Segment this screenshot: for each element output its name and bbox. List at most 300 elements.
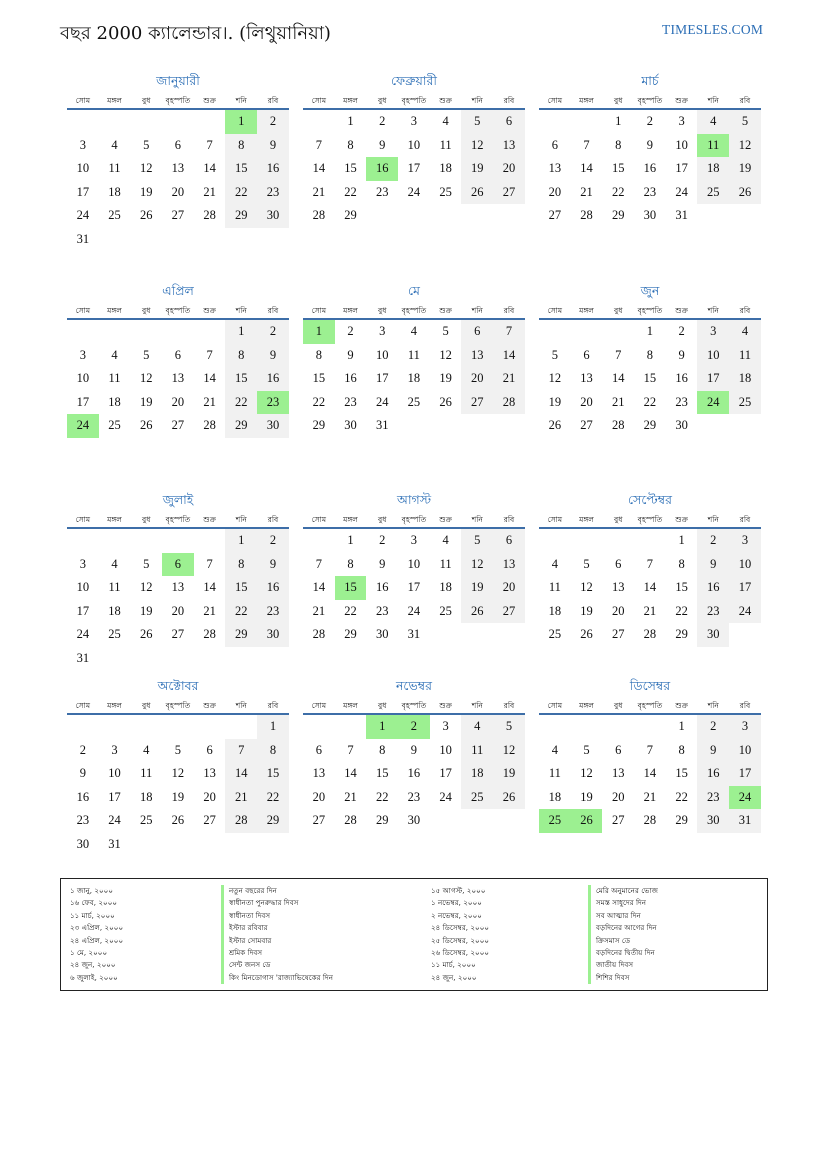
empty-cell [162, 647, 194, 671]
week-row [303, 110, 525, 134]
week-row [67, 833, 289, 857]
week-row [303, 391, 525, 415]
day-cell: 18 [439, 161, 452, 175]
day-cell: 9 [379, 556, 386, 571]
weekday-label: শনি [707, 306, 719, 315]
empty-cell [162, 320, 194, 344]
day-cell: 9 [646, 137, 654, 152]
weekday-label: শুক্র [203, 701, 216, 710]
weekday-label: বৃহস্পতি [165, 701, 191, 710]
day-cell: 16 [257, 367, 289, 391]
day-cell: 1 [225, 320, 257, 344]
weekday-label: বৃহস্পতি [401, 515, 427, 524]
day-cell: 2 [257, 320, 289, 344]
holiday-name: বড়দিনের আগের দিন [588, 922, 763, 934]
empty-cell [257, 228, 289, 252]
day-cell: 8 [257, 739, 289, 763]
day-cell: 22 [312, 394, 326, 409]
day-cell: 21 [203, 603, 216, 618]
weekday-header [303, 94, 525, 110]
day-cell: 16 [407, 766, 421, 780]
day-cell: 14 [580, 161, 593, 175]
day-cell: 8 [315, 347, 322, 362]
day-cell: 27 [493, 181, 525, 205]
holiday-name: মেরি অনুমানের ভোজ [588, 885, 763, 897]
day-cell: 30 [643, 208, 657, 222]
empty-cell [225, 715, 257, 739]
day-cell: 13 [171, 580, 185, 594]
day-cell: 27 [611, 813, 625, 827]
holiday-date: ১৫ আগস্ট, ২০০০ [431, 886, 486, 895]
day-cell: 13 [548, 161, 562, 175]
weekday-label: শুক্র [439, 96, 452, 105]
day-cell: 20 [580, 394, 593, 409]
day-cell: 29 [225, 623, 257, 647]
day-cell: 23 [257, 181, 289, 205]
weekday-label: রবি [739, 515, 751, 524]
day-cell: 3 [729, 715, 761, 739]
day-cell: 15 [257, 762, 289, 786]
day-cell: 27 [171, 208, 185, 222]
weekday-label: সোম [547, 515, 563, 524]
empty-cell [729, 414, 761, 438]
day-cell: 13 [580, 371, 593, 385]
day-cell: 7 [615, 347, 622, 362]
holiday-date: ২৪ জুন, ২০০০ [70, 960, 116, 970]
day-cell: 11 [108, 580, 121, 594]
day-cell: 17 [76, 184, 90, 199]
empty-cell [729, 204, 761, 228]
brand-link[interactable]: TIMESLES.COM [662, 22, 764, 37]
week-row [539, 344, 761, 368]
holiday-name: শ্রমিক দিবস [221, 947, 411, 959]
day-cell: 25 [407, 394, 421, 409]
empty-cell [130, 715, 162, 739]
week-row [67, 809, 289, 833]
day-cell: 10 [76, 161, 90, 175]
weekday-label: বুধ [378, 306, 387, 315]
weekday-label: সোম [311, 96, 327, 105]
day-cell: 25 [108, 208, 121, 222]
day-grid [67, 529, 289, 670]
empty-cell [634, 529, 666, 553]
holiday-name: ইস্টার সোমবার [221, 935, 411, 947]
day-cell: 14 [493, 344, 525, 368]
day-cell: 6 [493, 529, 525, 553]
day-cell: 4 [143, 742, 150, 757]
day-cell: 17 [675, 161, 688, 175]
day-cell: 12 [439, 347, 452, 362]
day-cell: 1 [678, 533, 685, 547]
day-cell: 17 [697, 367, 729, 391]
day-cell: 2 [697, 715, 729, 739]
weekday-label: সোম [311, 515, 327, 524]
day-cell: 18 [439, 580, 452, 594]
day-grid [303, 320, 525, 438]
empty-cell [493, 414, 525, 438]
day-cell: 24 [108, 813, 121, 827]
day-cell: 29 [225, 204, 257, 228]
empty-cell [571, 715, 603, 739]
day-cell: 21 [312, 603, 326, 618]
day-cell: 6 [493, 110, 525, 134]
week-row [67, 204, 289, 228]
day-cell: 24 [729, 600, 761, 624]
day-cell: 12 [493, 739, 525, 763]
day-cell: 20 [461, 367, 493, 391]
day-cell: 21 [493, 367, 525, 391]
day-cell: 11 [108, 161, 121, 175]
day-cell: 13 [171, 161, 185, 175]
week-row [303, 414, 525, 438]
empty-cell [130, 647, 162, 671]
day-cell: 6 [315, 742, 322, 757]
day-cell: 25 [439, 603, 452, 618]
day-cell: 17 [76, 603, 90, 618]
day-cell: 27 [312, 813, 326, 827]
empty-cell [194, 647, 226, 671]
day-cell: 12 [729, 134, 761, 158]
holiday-day-cell: 15 [335, 576, 367, 600]
day-cell: 24 [675, 184, 688, 199]
day-cell: 12 [461, 553, 493, 577]
day-cell: 10 [76, 371, 90, 385]
day-cell: 15 [611, 161, 625, 175]
day-cell: 22 [257, 786, 289, 810]
day-cell: 30 [375, 627, 389, 641]
weekday-header [539, 513, 761, 529]
day-cell: 22 [344, 184, 357, 199]
empty-cell [99, 715, 131, 739]
weekday-label: বৃহস্পতি [637, 515, 663, 524]
day-cell: 6 [615, 742, 622, 757]
week-row [303, 157, 525, 181]
holiday-day-cell: 6 [162, 553, 194, 577]
empty-cell [461, 414, 493, 438]
day-cell: 16 [697, 576, 729, 600]
day-cell: 3 [79, 347, 86, 362]
weekday-label: মঙ্গল [579, 306, 594, 315]
holiday-date: ১১ মার্চ, ২০০০ [431, 960, 476, 970]
week-row [67, 157, 289, 181]
empty-cell [493, 623, 525, 647]
empty-cell [162, 529, 194, 553]
day-cell: 30 [697, 623, 729, 647]
week-row [303, 367, 525, 391]
weekday-label: বৃহস্পতি [401, 96, 427, 105]
weekday-header [67, 513, 289, 529]
day-cell: 16 [257, 576, 289, 600]
weekday-label: বৃহস্পতি [401, 306, 427, 315]
weekday-label: বৃহস্পতি [165, 306, 191, 315]
day-cell: 25 [461, 786, 493, 810]
week-row [67, 576, 289, 600]
empty-cell [99, 228, 131, 252]
day-cell: 27 [461, 391, 493, 415]
month-block [539, 678, 761, 833]
weekday-label: শুক্র [439, 306, 452, 315]
day-cell: 4 [729, 320, 761, 344]
day-cell: 11 [108, 371, 121, 385]
month-block [303, 283, 525, 438]
day-grid [303, 529, 525, 647]
day-cell: 26 [139, 208, 153, 222]
weekday-label: বুধ [142, 515, 151, 524]
week-row [303, 344, 525, 368]
weekday-label: রবি [503, 306, 515, 315]
empty-cell [67, 110, 99, 134]
day-cell: 10 [439, 742, 452, 757]
day-cell: 5 [143, 137, 150, 152]
day-cell: 16 [257, 157, 289, 181]
day-cell: 28 [203, 208, 216, 222]
week-row [539, 110, 761, 134]
day-cell: 30 [76, 836, 90, 851]
day-cell: 28 [643, 627, 657, 641]
day-cell: 25 [548, 627, 562, 641]
day-cell: 17 [407, 580, 421, 594]
day-cell: 7 [225, 739, 257, 763]
holiday-name: সেন্ট জনস ডে [221, 959, 411, 971]
weekday-label: রবি [739, 96, 751, 105]
day-cell: 20 [611, 603, 625, 618]
day-cell: 12 [580, 580, 593, 594]
week-row [539, 576, 761, 600]
weekday-label: বুধ [142, 701, 151, 710]
weekday-label: রবি [503, 515, 515, 524]
day-cell: 22 [375, 789, 389, 804]
empty-cell [539, 529, 571, 553]
day-cell: 4 [111, 556, 118, 571]
day-cell: 25 [139, 813, 153, 827]
week-row [539, 391, 761, 415]
weekday-label: সোম [311, 306, 327, 315]
weekday-label: শনি [235, 701, 247, 710]
day-cell: 20 [312, 789, 326, 804]
day-cell: 14 [203, 580, 216, 594]
day-cell: 6 [206, 742, 213, 757]
day-cell: 30 [344, 418, 357, 432]
day-cell: 8 [646, 347, 654, 362]
day-cell: 31 [76, 231, 90, 246]
day-cell: 3 [111, 742, 118, 757]
week-row [67, 623, 289, 647]
day-cell: 15 [675, 766, 688, 780]
day-cell: 22 [643, 394, 657, 409]
empty-cell [602, 320, 634, 344]
day-cell: 19 [729, 157, 761, 181]
week-row [303, 320, 525, 344]
weekday-label: শনি [471, 306, 483, 315]
week-row [303, 529, 525, 553]
weekday-label: মঙ্গল [107, 96, 122, 105]
day-cell: 27 [580, 418, 593, 432]
day-cell: 2 [347, 324, 354, 338]
day-cell: 28 [643, 813, 657, 827]
empty-cell [461, 809, 493, 833]
empty-cell [130, 833, 162, 857]
empty-cell [366, 204, 398, 228]
empty-cell [398, 414, 430, 438]
holiday-date: ১৬ ফেব, ২০০০ [70, 898, 118, 908]
day-cell: 13 [611, 766, 625, 780]
day-cell: 9 [257, 553, 289, 577]
weekday-label: বৃহস্পতি [637, 306, 663, 315]
week-row [67, 228, 289, 252]
day-cell: 22 [225, 600, 257, 624]
empty-cell [194, 529, 226, 553]
week-row [539, 320, 761, 344]
day-cell: 19 [580, 603, 593, 618]
day-cell: 8 [225, 134, 257, 158]
month-block [67, 492, 289, 670]
day-cell: 3 [379, 324, 386, 338]
day-cell: 13 [312, 766, 326, 780]
holiday-list [60, 878, 768, 991]
day-cell: 14 [643, 580, 657, 594]
day-cell: 2 [678, 324, 685, 338]
empty-cell [461, 623, 493, 647]
day-cell: 23 [675, 394, 688, 409]
day-cell: 26 [461, 181, 493, 205]
holiday-date: ২৪ ডিসেম্বর, ২০০০ [431, 923, 490, 933]
day-cell: 26 [139, 418, 153, 432]
weekday-label: বুধ [142, 306, 151, 315]
empty-cell [697, 204, 729, 228]
day-cell: 3 [678, 114, 685, 128]
day-cell: 6 [583, 347, 590, 362]
day-cell: 31 [76, 650, 90, 665]
week-row [539, 739, 761, 763]
day-cell: 20 [611, 789, 625, 804]
empty-cell [225, 833, 257, 857]
day-cell: 8 [379, 742, 386, 757]
day-cell: 25 [697, 181, 729, 205]
day-cell: 17 [108, 789, 121, 804]
day-cell: 19 [580, 789, 593, 804]
weekday-label: বুধ [614, 96, 623, 105]
day-cell: 8 [225, 553, 257, 577]
day-cell: 27 [493, 600, 525, 624]
day-cell: 26 [548, 418, 562, 432]
day-cell: 11 [140, 766, 153, 780]
day-cell: 27 [203, 813, 216, 827]
holiday-day-cell: 26 [571, 809, 603, 833]
week-row [539, 809, 761, 833]
day-cell: 29 [675, 627, 688, 641]
day-cell: 31 [375, 418, 389, 432]
day-cell: 4 [697, 110, 729, 134]
day-cell: 17 [375, 371, 389, 385]
empty-cell [571, 320, 603, 344]
day-cell: 12 [139, 161, 153, 175]
empty-cell [99, 320, 131, 344]
holiday-name: জাতীয় দিবস [588, 959, 763, 971]
day-cell: 23 [697, 600, 729, 624]
weekday-label: শুক্র [203, 515, 216, 524]
day-cell: 9 [347, 347, 354, 362]
day-cell: 15 [675, 580, 688, 594]
day-cell: 10 [729, 739, 761, 763]
day-cell: 12 [171, 766, 185, 780]
weekday-label: মঙ্গল [343, 515, 358, 524]
holiday-date: ২৪ জুন, ২০০০ [431, 972, 477, 982]
day-cell: 18 [108, 184, 121, 199]
week-row [539, 181, 761, 205]
day-cell: 30 [407, 813, 421, 827]
holiday-date: ১ নভেম্বর, ২০০০ [431, 898, 482, 908]
month-block [539, 283, 761, 438]
day-cell: 26 [729, 181, 761, 205]
day-cell: 19 [439, 371, 452, 385]
day-cell: 26 [171, 813, 185, 827]
day-cell: 16 [697, 762, 729, 786]
empty-cell [194, 715, 226, 739]
day-cell: 3 [697, 320, 729, 344]
day-cell: 19 [139, 603, 153, 618]
day-cell: 19 [461, 576, 493, 600]
empty-cell [697, 414, 729, 438]
month-name: জুন [640, 283, 660, 298]
empty-cell [539, 320, 571, 344]
day-cell: 30 [675, 418, 688, 432]
day-cell: 4 [551, 742, 558, 757]
day-cell: 28 [312, 627, 326, 641]
day-cell: 18 [108, 603, 121, 618]
week-row [67, 391, 289, 415]
empty-cell [194, 228, 226, 252]
day-cell: 31 [729, 809, 761, 833]
day-cell: 7 [646, 742, 654, 757]
day-cell: 7 [493, 320, 525, 344]
holiday-day-cell: 1 [366, 715, 398, 739]
day-cell: 14 [203, 371, 216, 385]
day-cell: 26 [493, 786, 525, 810]
weekday-label: মঙ্গল [343, 701, 358, 710]
weekday-label: শুক্র [439, 701, 452, 710]
day-cell: 11 [439, 137, 452, 152]
week-row [539, 600, 761, 624]
day-cell: 7 [646, 556, 654, 571]
holiday-name: নতুন বছরের দিন [221, 885, 411, 897]
day-cell: 25 [439, 184, 452, 199]
day-cell: 20 [493, 157, 525, 181]
day-cell: 17 [407, 161, 421, 175]
weekday-label: বুধ [614, 701, 623, 710]
day-cell: 22 [225, 181, 257, 205]
day-cell: 6 [461, 320, 493, 344]
day-cell: 15 [643, 371, 657, 385]
weekday-label: মঙ্গল [579, 515, 594, 524]
weekday-label: শুক্র [675, 515, 688, 524]
day-cell: 13 [203, 766, 216, 780]
day-cell: 23 [76, 813, 90, 827]
empty-cell [130, 110, 162, 134]
day-cell: 18 [548, 603, 562, 618]
weekday-label: সোম [75, 515, 91, 524]
day-cell: 17 [76, 394, 90, 409]
empty-cell [461, 204, 493, 228]
weekday-label: বুধ [614, 306, 623, 315]
week-row [67, 762, 289, 786]
month-name: ফেব্রুয়ারী [390, 73, 438, 88]
holiday-day-cell: 11 [697, 134, 729, 158]
day-cell: 23 [375, 603, 389, 618]
day-cell: 12 [139, 371, 153, 385]
week-row [303, 715, 525, 739]
weekday-label: শনি [707, 701, 719, 710]
day-cell: 23 [257, 600, 289, 624]
